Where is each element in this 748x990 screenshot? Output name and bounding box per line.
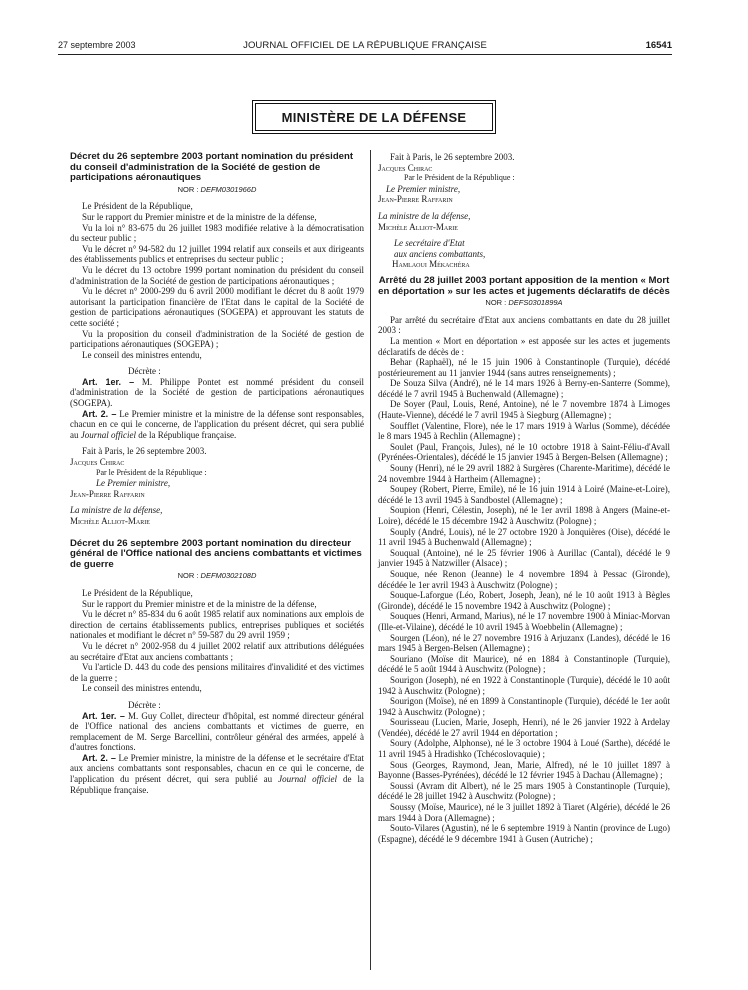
deportee-entry: Soufflet (Valentine, Flore), née le 17 mars 1919 à Warlus (Somme), décédée le 8 mars 1945 à Rechlin (Allemagne) ;: [378, 420, 670, 442]
decree-1-article-1: [70, 377, 364, 409]
decree-1-para: Vu le décret du 13 octobre 1999 portant nomination du président du conseil d'administration de la Société de gestion de participations aéronautiques ;: [70, 264, 364, 286]
arrete-intro: Par arrêté du secrétaire d'Etat aux anciens combattants en date du 28 juillet 2003 :: [378, 314, 670, 336]
deportee-list: [378, 357, 670, 844]
journal-officiel: Journal officiel: [278, 774, 338, 785]
deportee-entry: Sourigon (Moïse), né en 1899 à Constantinople (Turquie), décédé le 1er août 1942 à Auschwitz (Pologne) ;: [378, 696, 670, 717]
journal-officiel: Journal officiel: [80, 429, 136, 440]
deportee-entry: Soupion (Henri, Célestin, Joseph), né le 1er avril 1898 à Angers (Maine-et-Loire), décédé le 15 décembre 1942 à Auschwitz (Pologne) ;: [378, 505, 670, 526]
article-label: Art. 1er. –: [82, 710, 125, 721]
decree-2-para: Le conseil des ministres entendu,: [82, 683, 202, 694]
article-text: de la République française.: [138, 429, 237, 440]
decree-2: [70, 539, 364, 796]
decree-1-nor: [70, 185, 364, 196]
deportee-entry: Souply (André, Louis), né le 27 octobre 1920 à Jonquières (Oise), décédé le 11 avril 1945 à Buchenwald (Allemagne) ;: [378, 526, 670, 548]
article-text: de la République française.: [70, 774, 365, 795]
page-header: [58, 38, 672, 54]
minister-name: Michèle Alliot-Marie: [70, 516, 150, 526]
decree-1-article-2: [70, 409, 364, 441]
deportee-entry: Soussy (Moïse, Maurice), né le 3 juillet 1892 à Tiaret (Algérie), décédé le 26 mars 1944 à Dora (Allemagne) ;: [378, 802, 670, 823]
deportee-entry: Souny (Henri), né le 29 avril 1882 à Surgères (Charente-Maritime), décédé le 24 novembre 1944 à Hartheim (Allemagne) ;: [378, 463, 670, 484]
president-signature: Jacques Chirac: [378, 162, 433, 173]
decree-1: [70, 152, 364, 527]
decree-2-para: Sur le rapport du Premier ministre et de la ministre de la défense,: [82, 598, 317, 609]
nor-label: NOR :: [177, 184, 199, 194]
arrete-mention: La mention « Mort en déportation » est apposée sur les actes et jugements déclaratifs de décès de :: [378, 335, 670, 357]
nor-label: NOR :: [177, 571, 199, 581]
president-signature: Jacques Chirac: [70, 457, 125, 468]
deportee-entry: De Souza Silva (André), né le 14 mars 1926 à Berny-en-Santerre (Somme), décédé le 7 avril 1945 à Buchenwald (Allemagne) ;: [378, 378, 670, 399]
left-column: [70, 152, 364, 795]
header-rule: [58, 54, 672, 55]
arrete-nor: [378, 298, 670, 309]
deportee-entry: Souqual (Antoine), né le 25 février 1906 à Aurillac (Cantal), décédé le 9 janvier 1945 à Natzwiller (Alsace) ;: [378, 547, 670, 569]
minister-title: La ministre de la défense,: [70, 505, 163, 516]
deportee-entry: Soulet (Paul, François, Jules), né le 10 octobre 1918 à Saint-Féliu-d'Avall (Pyrénées-Orientales), décédé le 15 janvier 1945 à Bergen-Belsen (Allemagne) ;: [378, 441, 670, 463]
article-text: M. Guy Collet, directeur d'hôpital, est nommé directeur général de l'Office national des anciens combattants et victimes de guerre, en remplacement de M. Serge Barcellini, contrôleur général des armées, appelé à d'autres fonctions.: [70, 710, 364, 753]
decree-2-article-1: [70, 711, 364, 753]
deportee-entry: Behar (Raphaël), né le 15 juin 1906 à Constantinople (Turquie), décédé postérieurement au 11 janvier 1944 (sans autres renseignements) ;: [378, 357, 670, 378]
article-label: Art. 2. –: [82, 752, 116, 763]
decree-2-decrete: Décrète :: [128, 699, 161, 710]
deportee-entry: Souto-Vilares (Agustin), né le 6 septembre 1919 à Nantin (province de Lugo) (Espagne), décédé le 9 décembre 1941 à Gusen (Autriche) ;: [378, 823, 670, 844]
deportee-entry: Sous (Georges, Raymond, Jean, Marie, Alfred), né le 10 juillet 1897 à Bayonne (Basses-Pyrénées), décédé le 12 février 1945 à Dachau (Allemagne) ;: [378, 759, 670, 781]
deportee-entry: Souriano (Moïse dit Maurice), né en 1884 à Constantinople (Turquie), décédé le 5 août 1944 à Auschwitz (Pologne) ;: [378, 653, 670, 675]
par-le-president: Par le Président de la République :: [96, 467, 207, 477]
minister-title: La ministre de la défense,: [378, 210, 471, 221]
decree-1-para: Le conseil des ministres entendu,: [82, 349, 202, 360]
decree-1-title: Décret du 26 septembre 2003 portant nomination du président du conseil d'administration de la Société de gestion de participations aéronautiques: [70, 151, 354, 184]
deportee-entry: Soupey (Robert, Pierre, Emile), né le 16 juin 1914 à Loiré (Maine-et-Loire), décédé le 13 avril 1945 à Sandbostel (Allemagne) ;: [378, 484, 670, 505]
decree-2-para: Vu l'article D. 443 du code des pensions militaires d'invalidité et des victimes de la guerre ;: [70, 662, 364, 683]
par-le-president: Par le Président de la République :: [404, 173, 515, 183]
article-text: M. Philippe Pontet est nommé président du conseil d'administration de la Société de gestion de participations aéronautiques (SOGEPA).: [70, 376, 365, 409]
deportee-entry: Sourigon (Joseph), né en 1922 à Constantinople (Turquie), décédé le 10 août 1942 à Auschwitz (Pologne) ;: [378, 674, 670, 696]
deportee-entry: De Soyer (Paul, Louis, René, Antoine), né le 7 novembre 1874 à Limoges (Haute-Vienne), décédé le 7 avril 1945 à Siegburg (Allemagne) ;: [378, 399, 670, 421]
decree-1-para: Vu le décret n° 2000-299 du 6 avril 2000 modifiant le décret du 8 août 1979 autorisant la participation financière de l'Etat dans le capital de la Société de gestion de participations aéronautiques (SOGEPA) et approuvant les statuts de cette société ;: [70, 286, 364, 328]
decree-2-article-2: [70, 753, 364, 795]
arrete-title: Arrêté du 28 juillet 2003 portant apposition de la mention « Mort en déportation » sur les actes et jugements déclaratifs de décès: [378, 274, 670, 297]
decree-2-nor: [70, 571, 364, 582]
decree-1-para: Vu le décret n° 94-582 du 12 juillet 1994 relatif aux conseils et aux dirigeants des établissements publics et entreprises du secteur public ;: [70, 243, 364, 265]
nor-number: DEFM0301966D: [200, 184, 257, 194]
deportee-entry: Soussi (Avram dit Albert), né le 25 mars 1905 à Constantinople (Turquie), décédé le 28 juillet 1942 à Auschwitz (Pologne) ;: [378, 780, 670, 802]
decree-2-para: Vu le décret n° 85-834 du 6 août 1985 relatif aux nominations aux emplois de direction de certains établissements publics, entreprises publiques et sociétés nationales et modifiant le décret n° 59-587 du 29 avril 1959 ;: [70, 609, 364, 641]
arrete: [378, 276, 670, 844]
pm-title: Le Premier ministre,: [386, 183, 461, 194]
secretary-title: Le secrétaire d'Etat: [394, 238, 465, 249]
article-label: Art. 2. –: [82, 408, 117, 419]
deportee-entry: Souque, née Renon (Jeanne) le 4 novembre 1894 à Pessac (Gironde), décédée le 1er avril 1943 à Auschwitz (Pologne) ;: [378, 568, 670, 590]
decree-1-decrete: Décrète :: [128, 366, 161, 377]
decree-2-fait: Fait à Paris, le 26 septembre 2003.: [390, 152, 515, 162]
article-label: Art. 1er. –: [82, 376, 135, 387]
decree-2-para: Vu le décret n° 2002-958 du 4 juillet 2002 relatif aux attributions déléguées au secrétaire d'Etat aux anciens combattants ;: [70, 640, 364, 662]
pm-name: Jean-Pierre Raffarin: [378, 194, 453, 205]
decree-2-para: Le Président de la République,: [82, 587, 193, 598]
header-page-number: 16541: [645, 40, 672, 51]
header-title: JOURNAL OFFICIEL DE LA RÉPUBLIQUE FRANÇAISE: [243, 40, 487, 51]
minister-name: Michèle Alliot-Marie: [378, 221, 458, 232]
deportee-entry: Souques (Henri, Armand, Marius), né le 17 novembre 1900 à Miniac-Morvan (Ille-et-Vilaine), décédé le 10 avril 1945 à Woebbelin (Allemagne) ;: [378, 611, 670, 632]
decree-2-title: Décret du 26 septembre 2003 portant nomination du directeur général de l'Office national des anciens combattants et victimes de guerre: [70, 537, 362, 570]
decree-1-para: Vu la proposition du conseil d'administration de la Société de gestion de participations aéronautiques (SOGEPA) ;: [70, 328, 364, 350]
deportee-entry: Souque-Laforgue (Léo, Robert, Joseph, Jean), né le 10 août 1913 à Bègles (Gironde), décédé le 15 novembre 1942 à Auschwitz (Pologne) ;: [378, 590, 670, 611]
deportee-entry: Sourgen (Léon), né le 27 novembre 1916 à Arjuzanx (Landes), décédé le 16 mars 1945 à Bergen-Belsen (Allemagne) ;: [378, 632, 670, 654]
secretary-title: aux anciens combattants,: [394, 248, 486, 259]
secretary-name: Hamlaoui Mékachéra: [392, 259, 470, 270]
decree-1-fait: Fait à Paris, le 26 septembre 2003.: [82, 446, 207, 457]
header-date: 27 septembre 2003: [58, 40, 136, 50]
deportee-entry: Sourisseau (Lucien, Marie, Joseph, Henri), né le 26 janvier 1922 à Ardelay (Vendée), décédé le 27 avril 1944 en déportation ;: [378, 717, 670, 738]
pm-title: Le Premier ministre,: [96, 478, 171, 489]
column-divider: [370, 150, 371, 970]
decree-1-para: Vu la loi n° 83-675 du 26 juillet 1983 modifiée relative à la démocratisation du secteur public ;: [70, 222, 364, 244]
decree-1-para: Le Président de la République,: [82, 201, 193, 212]
article-text: Le Premier ministre et la ministre de la défense sont responsables, chacun en ce qui le concerne, de l'application du présent décret, qui sera publié au: [70, 408, 365, 440]
ministry-heading: MINISTÈRE DE LA DÉFENSE: [255, 103, 493, 131]
nor-label: NOR :: [485, 298, 507, 308]
deportee-entry: Soury (Adolphe, Alphonse), né le 3 octobre 1904 à Loué (Sarthe), décédé le 11 avril 1945 à Hradishko (Tchécoslovaquie) ;: [378, 738, 670, 760]
nor-number: DEFS0301899A: [508, 298, 563, 308]
nor-number: DEFM0302108D: [200, 571, 257, 581]
right-column: [378, 152, 670, 844]
decree-1-para: Sur le rapport du Premier ministre et de la ministre de la défense,: [82, 211, 317, 222]
article-text: Le Premier ministre, la ministre de la défense et le secrétaire d'Etat aux anciens combattants sont responsables, chacun en ce qui le concerne, de l'application du présent décret, qui sera publié au: [70, 752, 364, 785]
pm-name: Jean-Pierre Raffarin: [70, 488, 145, 499]
